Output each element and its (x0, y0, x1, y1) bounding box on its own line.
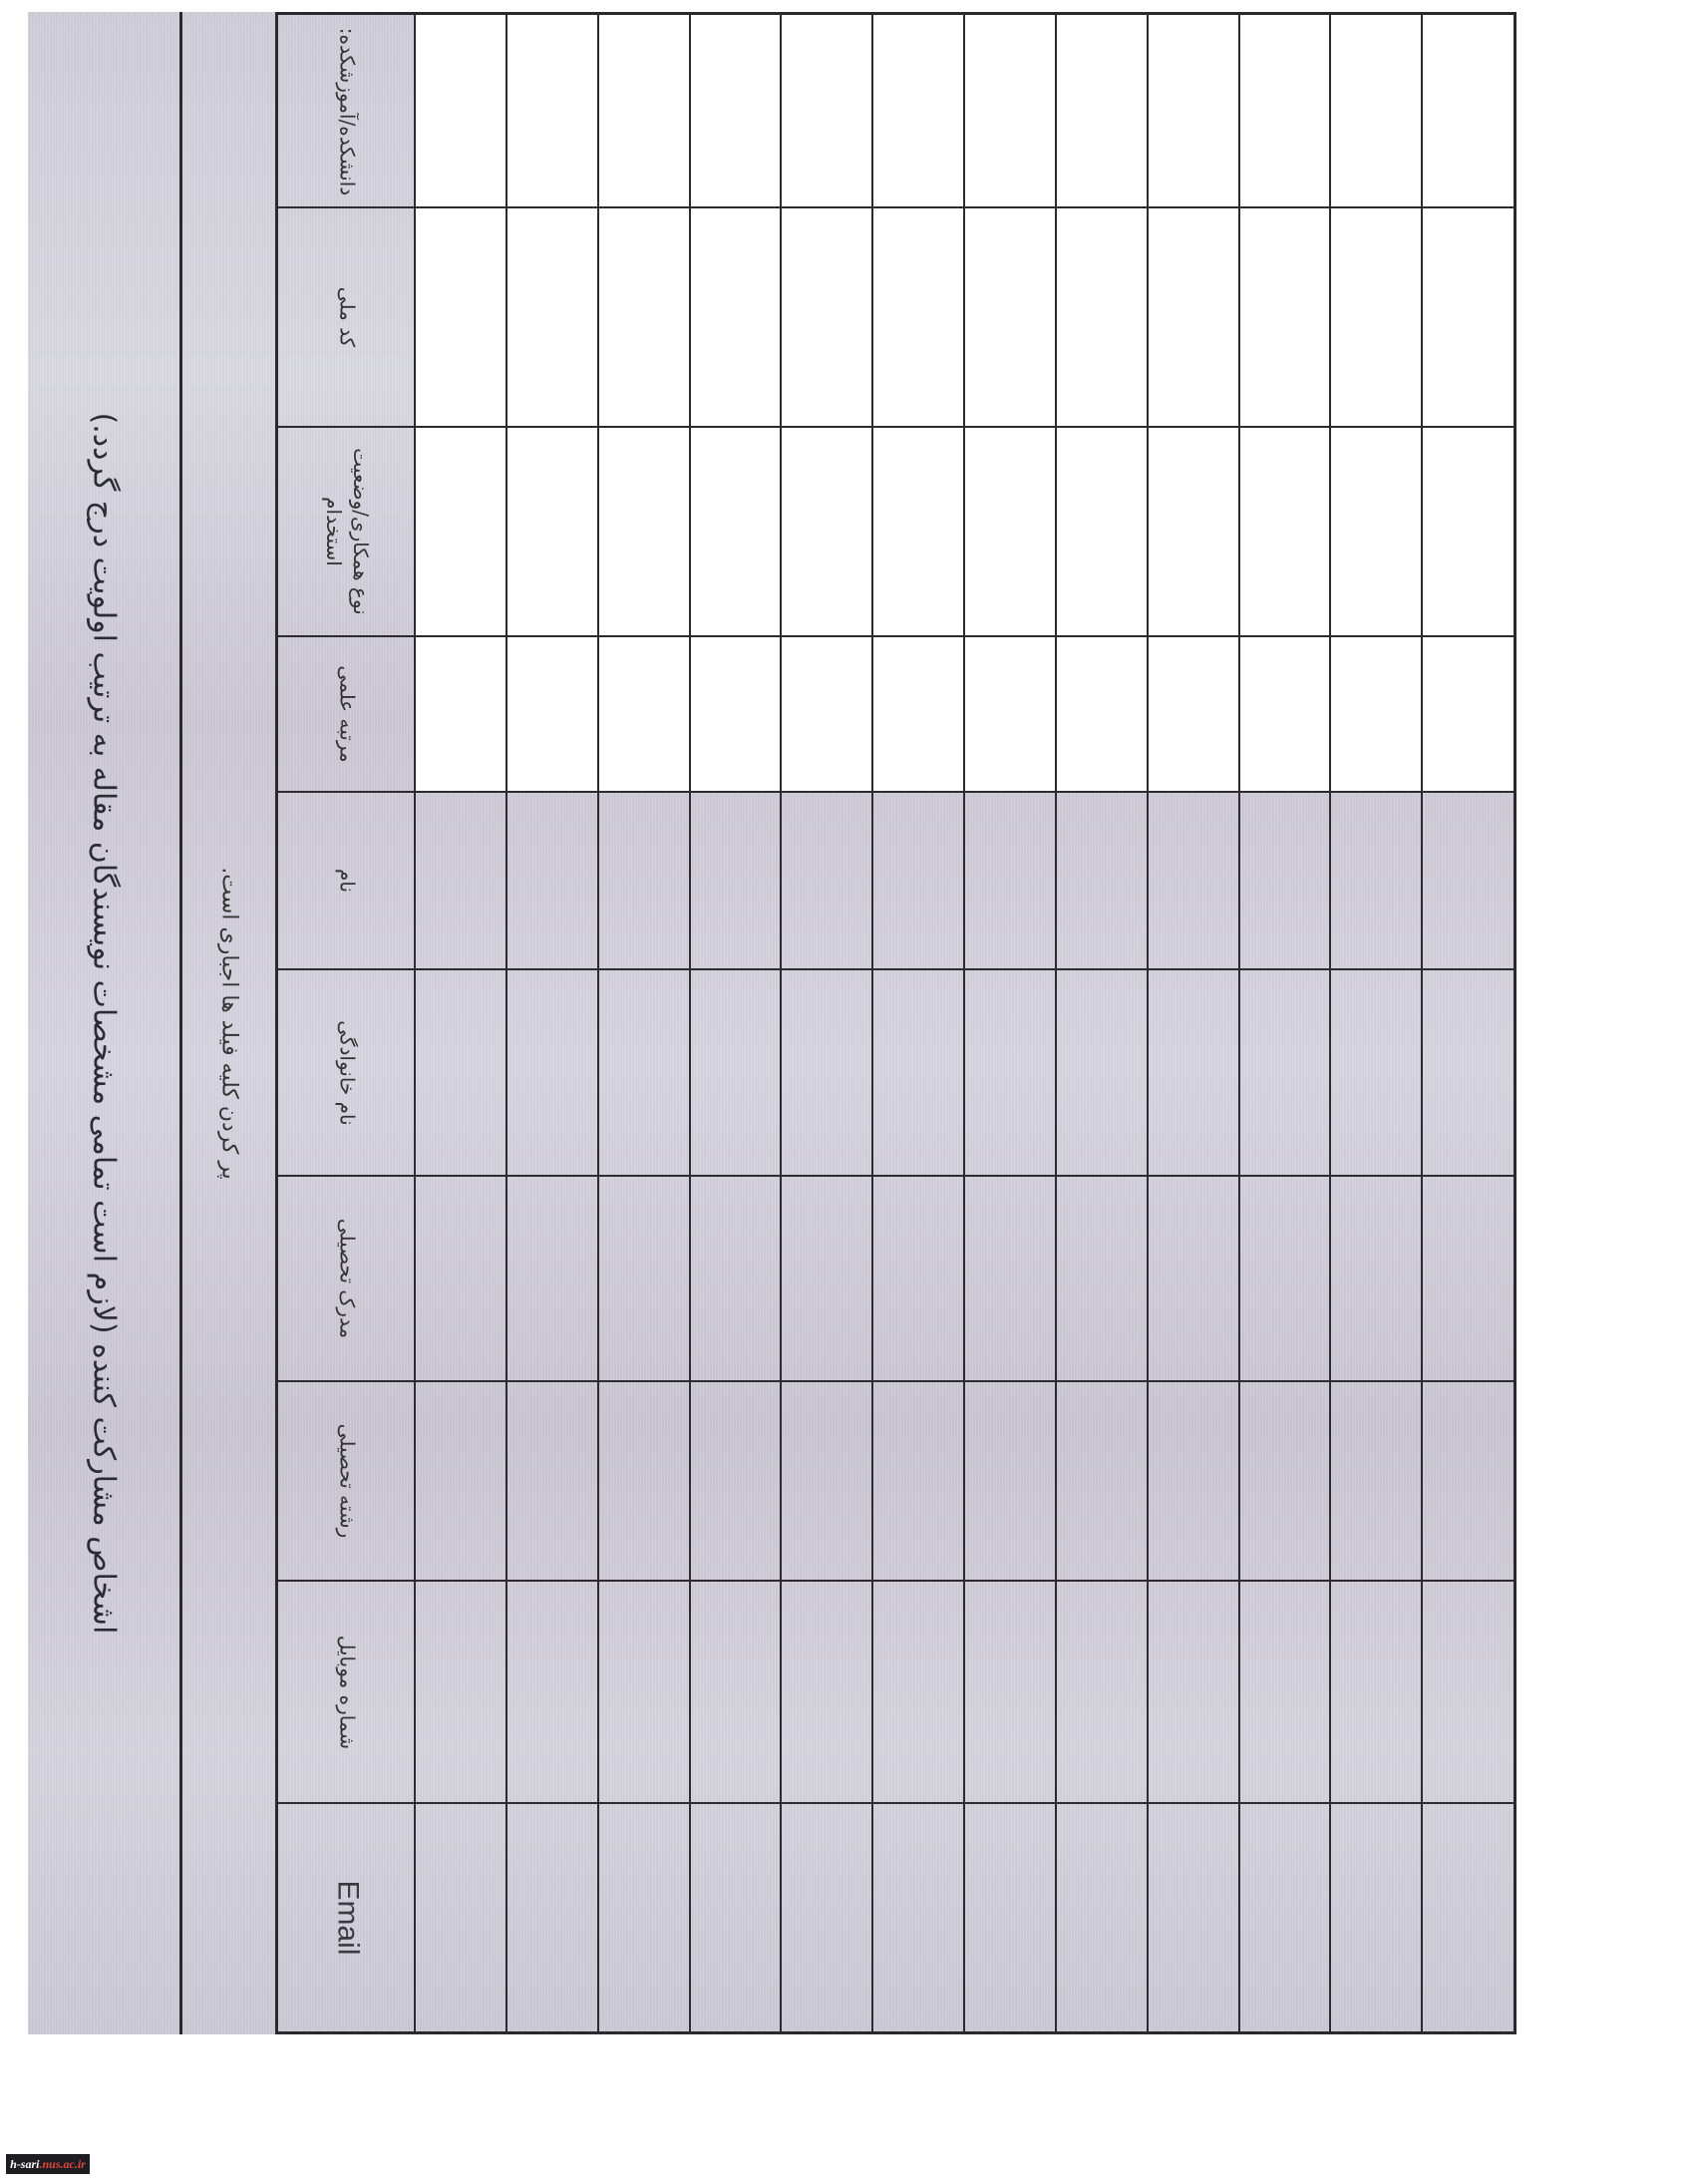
table-cell[interactable] (964, 792, 1056, 969)
table-cell[interactable] (1422, 1381, 1514, 1581)
form-title: اشخاص مشارکت کننده (لازم است تمامی مشخصات نویسندگان مقاله به ترتیب اولویت درج گردد.) (86, 412, 122, 1635)
table-cell[interactable] (872, 207, 964, 427)
table-cell[interactable] (1056, 15, 1148, 207)
column-header (278, 969, 415, 1176)
table-cell[interactable] (1148, 636, 1239, 792)
table-cell[interactable] (415, 969, 506, 1176)
column-header (278, 636, 415, 792)
table-cell[interactable] (690, 427, 782, 636)
table-cell[interactable] (781, 969, 872, 1176)
table-cell[interactable] (598, 792, 690, 969)
table-cell[interactable] (415, 427, 506, 636)
table-cell[interactable] (598, 1176, 690, 1381)
table-cell[interactable] (1148, 1176, 1239, 1381)
column-header-label: شماره موبایل (335, 1635, 359, 1749)
table-cell[interactable] (1422, 15, 1514, 207)
table-cell[interactable] (1330, 15, 1422, 207)
table-cell[interactable] (872, 1381, 964, 1581)
table-cell[interactable] (1148, 207, 1239, 427)
table-cell[interactable] (690, 636, 782, 792)
required-note: پر کردن کلیه فیلد ها اجباری است. (216, 867, 241, 1180)
site-logo: h-sari.nus.ac.ir (6, 2154, 90, 2174)
column-header (278, 1381, 415, 1581)
column-header-label: Email (330, 1879, 364, 1956)
table-cell[interactable] (1056, 1581, 1148, 1803)
table-cell[interactable] (598, 969, 690, 1176)
table-cell[interactable] (1239, 15, 1331, 207)
table-cell[interactable] (964, 1803, 1056, 2031)
table-cell[interactable] (506, 1803, 598, 2031)
table-cell[interactable] (1330, 636, 1422, 792)
table-cell[interactable] (690, 969, 782, 1176)
column-header-label: مرتبه علمی (335, 665, 359, 763)
column-header-label: کد ملی (335, 286, 359, 348)
table-cell[interactable] (415, 1581, 506, 1803)
table-cell[interactable] (598, 1381, 690, 1581)
table-cell[interactable] (1422, 1176, 1514, 1381)
column-header-label: نوع همکاری/وضعیت استخدام (321, 448, 373, 615)
table-cell[interactable] (781, 1803, 872, 2031)
table-cell[interactable] (781, 636, 872, 792)
participants-table (275, 12, 1516, 2034)
table-cell[interactable] (506, 427, 598, 636)
table-cell[interactable] (690, 792, 782, 969)
table-cell[interactable] (872, 15, 964, 207)
table-cell[interactable] (598, 636, 690, 792)
table-cell[interactable] (781, 1581, 872, 1803)
table-cell[interactable] (872, 1803, 964, 2031)
table-cell[interactable] (964, 427, 1056, 636)
column-header (278, 427, 415, 636)
table-cell[interactable] (690, 1381, 782, 1581)
table-cell[interactable] (690, 207, 782, 427)
table-cell[interactable] (1056, 207, 1148, 427)
column-header (278, 792, 415, 969)
table-cell[interactable] (415, 792, 506, 969)
table-cell[interactable] (506, 15, 598, 207)
table-cell[interactable] (1056, 969, 1148, 1176)
column-header (278, 1176, 415, 1381)
table-cell[interactable] (1422, 636, 1514, 792)
table-cell[interactable] (1422, 1581, 1514, 1803)
table-cell[interactable] (964, 1581, 1056, 1803)
table-cell[interactable] (1148, 969, 1239, 1176)
table-cell[interactable] (415, 15, 506, 207)
table-cell[interactable] (598, 1803, 690, 2031)
table-cell[interactable] (1056, 427, 1148, 636)
table-cell[interactable] (1056, 1803, 1148, 2031)
column-header-label: مدرک تحصیلی (335, 1218, 359, 1339)
table-cell[interactable] (1330, 1803, 1422, 2031)
column-header-label: نام خانوادگی (335, 1019, 359, 1126)
table-cell[interactable] (506, 1176, 598, 1381)
table-cell[interactable] (1148, 1803, 1239, 2031)
table-cell[interactable] (1148, 1381, 1239, 1581)
table-cell[interactable] (1239, 1176, 1331, 1381)
table-cell[interactable] (598, 427, 690, 636)
form-title-bar (28, 12, 182, 2034)
table-cell[interactable] (1148, 427, 1239, 636)
table-cell[interactable] (1239, 1381, 1331, 1581)
table-cell[interactable] (1330, 1381, 1422, 1581)
table-cell[interactable] (506, 207, 598, 427)
table-cell[interactable] (872, 636, 964, 792)
table-cell[interactable] (1330, 1176, 1422, 1381)
table-cell[interactable] (506, 1581, 598, 1803)
table-cell[interactable] (1239, 1803, 1331, 2031)
table-cell[interactable] (1056, 792, 1148, 969)
table-cell[interactable] (781, 1381, 872, 1581)
table-cell[interactable] (1422, 1803, 1514, 2031)
table-cell[interactable] (781, 792, 872, 969)
table-cell[interactable] (506, 1381, 598, 1581)
table-cell[interactable] (781, 207, 872, 427)
table-cell[interactable] (690, 1581, 782, 1803)
table-cell[interactable] (781, 427, 872, 636)
table-cell[interactable] (1239, 1581, 1331, 1803)
table-cell[interactable] (1239, 207, 1331, 427)
column-header-label: نام (335, 868, 359, 894)
table-cell[interactable] (781, 1176, 872, 1381)
table-cell[interactable] (1422, 792, 1514, 969)
table-cell[interactable] (690, 15, 782, 207)
table-cell[interactable] (415, 1381, 506, 1581)
table-cell[interactable] (1330, 792, 1422, 969)
table-cell[interactable] (415, 636, 506, 792)
table-cell[interactable] (964, 969, 1056, 1176)
table-cell[interactable] (1330, 969, 1422, 1176)
table-cell[interactable] (415, 207, 506, 427)
table-cell[interactable] (1239, 636, 1331, 792)
table-cell[interactable] (598, 15, 690, 207)
column-header-label: رشته تحصیلی (335, 1423, 359, 1539)
table-cell[interactable] (872, 427, 964, 636)
table-cell[interactable] (964, 1176, 1056, 1381)
table-cell[interactable] (964, 636, 1056, 792)
table-cell[interactable] (690, 1803, 782, 2031)
required-note-bar (182, 12, 278, 2034)
table-cell[interactable] (1056, 1381, 1148, 1581)
table-cell[interactable] (415, 1176, 506, 1381)
table-cell[interactable] (506, 969, 598, 1176)
table-cell[interactable] (1148, 15, 1239, 207)
table-cell[interactable] (1239, 792, 1331, 969)
table-cell[interactable] (872, 1176, 964, 1381)
table-cell[interactable] (506, 636, 598, 792)
column-header (278, 15, 415, 207)
table-cell[interactable] (964, 1381, 1056, 1581)
table-cell[interactable] (1056, 1176, 1148, 1381)
table-cell[interactable] (1330, 207, 1422, 427)
table-cell[interactable] (1422, 969, 1514, 1176)
table-cell[interactable] (1422, 427, 1514, 636)
table-cell[interactable] (872, 1581, 964, 1803)
table-cell[interactable] (1330, 427, 1422, 636)
column-header (278, 1581, 415, 1803)
table-cell[interactable] (690, 1176, 782, 1381)
table-cell[interactable] (1422, 207, 1514, 427)
table-cell[interactable] (872, 969, 964, 1176)
table-cell[interactable] (964, 15, 1056, 207)
column-header (278, 1803, 415, 2031)
table-cell[interactable] (872, 792, 964, 969)
table-cell[interactable] (598, 207, 690, 427)
table-cell[interactable] (506, 792, 598, 969)
table-cell[interactable] (964, 207, 1056, 427)
column-header-label: دانشکده/آموزشکده: (335, 27, 359, 195)
table-cell[interactable] (415, 1803, 506, 2031)
table-cell[interactable] (1239, 427, 1331, 636)
column-header (278, 207, 415, 427)
table-cell[interactable] (1330, 1581, 1422, 1803)
table-cell[interactable] (781, 15, 872, 207)
table-cell[interactable] (1148, 1581, 1239, 1803)
table-cell[interactable] (1148, 792, 1239, 969)
table-cell[interactable] (1239, 969, 1331, 1176)
table-cell[interactable] (598, 1581, 690, 1803)
table-cell[interactable] (1056, 636, 1148, 792)
